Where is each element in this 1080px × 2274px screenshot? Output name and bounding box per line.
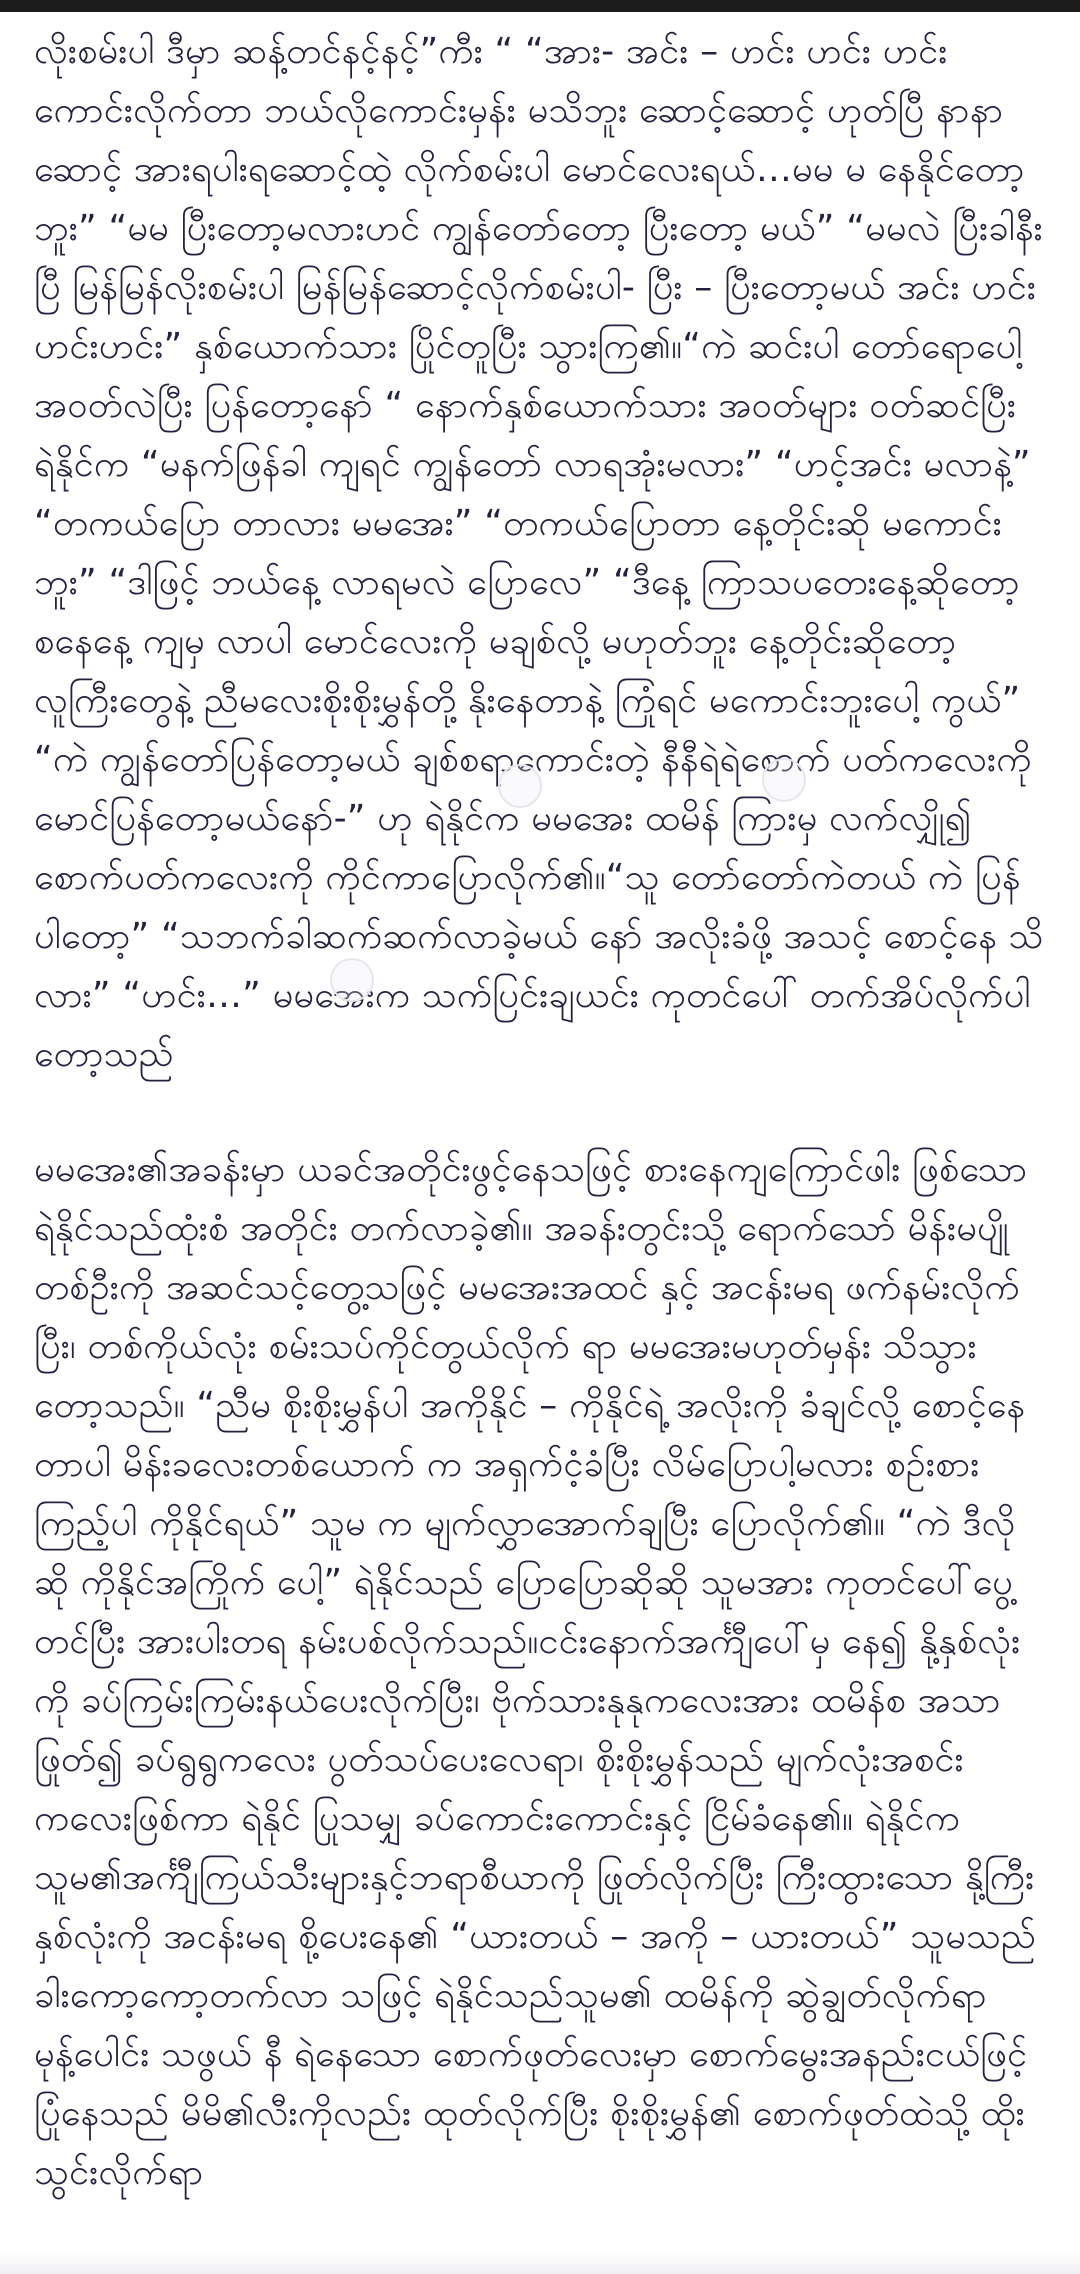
touch-indicator — [762, 758, 806, 802]
article-paragraph: လိုးစမ်းပါ ဒီမှာ ဆန့်တင်နင့်နင့်”ကီး “ “အား- အင်း – ဟင်း ဟင်း ဟင်း ကောင်းလိုက်တာ ဘယ်လိုကောင်းမှန်း မသိဘူး ဆောင့်ဆောင့် ဟုတ်ပြီ နာနာဆောင့် အားရပါးရဆောင့်ထဲ့ လိုက်စမ်းပါ မောင်လေးရယ်…မမ မ နေနိုင်တော့ဘူး” “မမ ပြီးတော့မလားဟင် ကျွန်တော်တော့ ပြီးတော့ မယ်” “မမလဲ ပြီးခါနီးပြီ မြန်မြန်လိုးစမ်းပါ မြန်မြန်ဆောင့်လိုက်စမ်းပါ- ပြီး – ပြီးတော့မယ် အင်း ဟင်းဟင်းဟင်း” နှစ်ယောက်သား ပြိုင်တူပြီး သွားကြ၏။“ကဲ ဆင်းပါ တော်ရောပေါ့ အဝတ်လဲပြီး ပြန်တော့နော် “ နောက်နှစ်ယောက်သား အဝတ်များ ဝတ်ဆင်ပြီး ရဲနိုင်က “မနက်ဖြန်ခါ ကျရင် ကျွန်တော် လာရအုံးမလား” “ဟင့်အင်း မလာနဲ့” “တကယ်ပြော တာလား မမအေး” “တကယ်ပြောတာ နေ့တိုင်းဆို မကောင်းဘူး” “ဒါဖြင့် ဘယ်နေ့ လာရမလဲ ပြောလေ” “ဒီနေ့ ကြာသပတေးနေ့ဆိုတော့ စနေနေ့ ကျမှ လာပါ မောင်လေးကို မချစ်လို့ မဟုတ်ဘူး နေ့တိုင်းဆိုတော့ လူကြီးတွေနဲ့ ညီမလေးစိုးစိုးမွှန်တို့ နိုးနေတာနဲ့ ကြုံရင် မကောင်းဘူးပေါ့ ကွယ်” “ကဲ ကျွန်တော်ပြန်တော့မယ် ချစ်စရာကောင်းတဲ့ နီနီရဲရဲစောက် ပတ်ကလေးကို မောင်ပြန်တော့မယ်နော်-” ဟု ရဲနိုင်က မမအေး ထမိန် ကြားမှ လက်လျှို၍ စောက်ပတ်ကလေးကို ကိုင်ကာပြောလိုက်၏။“သူ တော်တော်ကဲတယ် ကဲ ပြန်ပါတော့” “သဘက်ခါဆက်ဆက်လာခဲ့မယ် နော် အလိုးခံဖို့ အသင့် စောင့်နေ သိလား” “ဟင်း…” မမအေးက သက်ပြင်းချယင်း ကုတင်ပေါ် တက်အိပ်လိုက်ပါတော့သည် — [34, 31, 1044, 1075]
article-paragraph: မမအေး၏အခန်းမှာ ယခင်အတိုင်းဖွင့်နေသဖြင့် စားနေကျကြောင်ဖါး ဖြစ်သော ရဲနိုင်သည်ထုံးစံ အတိုင်း တက်လာခဲ့၏။ အခန်းတွင်းသို့ ရောက်သော် မိန်းမပျိုတစ်ဦးကို အဆင်သင့်တွေ့သဖြင့် မမအေးအထင် နှင့် အငန်းမရ ဖက်နမ်းလိုက်ပြီး၊ တစ်ကိုယ်လုံး စမ်းသပ်ကိုင်တွယ်လိုက် ရာ မမအေးမဟုတ်မှန်း သိသွားတော့သည်။ “ညီမ စိုးစိုးမွှန်ပါ အကိုနိုင် – ကိုနိုင်ရဲ့ အလိုးကို ခံချင်လို့ စောင့်နေတာပါ မိန်းခလေးတစ်ယောက် က အရှက်ငံ့ခံပြီး လိမ်ပြောပါ့မလား စဉ်းစားကြည့်ပါ ကိုနိုင်ရယ်” သူမ က မျက်လွှာအောက်ချပြီး ပြောလိုက်၏။ “ကဲ ဒီလိုဆို ကိုနိုင်အကြိုက် ပေါ့” ရဲနိုင်သည် ပြောပြောဆိုဆို သူမအား ကုတင်ပေါ်ပွေ့တင်ပြီး အားပါးတရ နမ်းပစ်လိုက်သည်။ငင်းနောက်အင်္ကျီပေါ်မှ နေ၍ နို့နှစ်လုံး ကို ခပ်ကြမ်းကြမ်းနယ်ပေးလိုက်ပြီး၊ ဗိုက်သားနုနုကလေးအား ထမိန်စ အသာဖြုတ်၍ ခပ်ရွရွကလေး ပွတ်သပ်ပေးလေရာ၊ စိုးစိုးမွှန်သည် မျက်လုံးအစင်းကလေးဖြစ်ကာ ရဲနိုင် ပြုသမျှ ခပ်ကောင်းကောင်းနှင့် ငြိမ်ခံနေ၏။ ရဲနိုင်က သူမ၏အင်္ကျီကြယ်သီးများနှင့်ဘရာစီယာကို ဖြုတ်လိုက်ပြီး ကြီးထွားသော နို့ကြီးနှစ်လုံးကို အငန်းမရ စို့ပေးနေ၏ “ယားတယ် – အကို – ယားတယ်” သူမသည် ခါးကော့ကော့တက်လာ သဖြင့် ရဲနိုင်သည်သူမ၏ ထမိန်ကို ဆွဲချွတ်လိုက်ရာ မုန့်ပေါင်း သဖွယ် နီ ရဲနေသော စောက်ဖုတ်လေးမှာ စောက်မွေးအနည်းငယ်ဖြင့် ပြုံနေသည် မိမိ၏လီးကိုလည်း ထုတ်လိုက်ပြီး စိုးစိုးမွှန်၏ စောက်ဖုတ်ထဲသို့ ထိုးသွင်းလိုက်ရာ — [34, 1149, 1036, 2193]
touch-indicator — [330, 958, 374, 1002]
bottom-edge — [0, 2250, 1080, 2274]
article-body[interactable] — [0, 12, 1080, 2274]
touch-indicator — [498, 764, 542, 808]
status-bar-edge — [0, 0, 1080, 12]
